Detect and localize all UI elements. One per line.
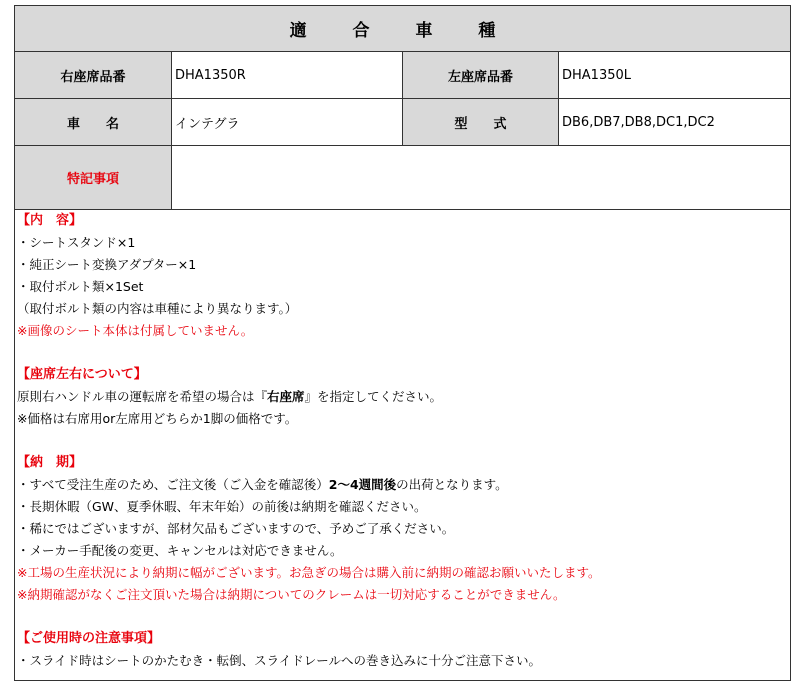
description-body bbox=[17, 210, 787, 672]
seat-side-heading: 【座席左右について】 bbox=[17, 367, 147, 382]
usage-heading: 【ご使用時の注意事項】 bbox=[17, 631, 161, 646]
table-row bbox=[15, 99, 790, 146]
delivery-warning: ※工場の生産状況により納期に幅がございます。お急ぎの場合は購入前に納期の確認お願いいたします。 bbox=[17, 565, 601, 580]
left-seat-label: 左座席品番 bbox=[402, 52, 558, 98]
table-row bbox=[15, 146, 790, 210]
delivery-warning: ※納期確認がなくご注文頂いた場合は納期についてのクレームは一切対応することができません。 bbox=[17, 587, 566, 602]
list-item: ・純正シート変換アダプター×1 bbox=[17, 257, 197, 272]
right-seat-label: 右座席品番 bbox=[15, 52, 171, 98]
table-row bbox=[15, 52, 790, 99]
car-name-label: 車 名 bbox=[15, 99, 171, 145]
notes-value bbox=[171, 146, 790, 209]
list-item: ・稀にではございますが、部材欠品もございますので、予めご了承ください。 bbox=[17, 521, 455, 536]
page-title: 適 合 車 種 bbox=[15, 6, 790, 52]
model-label: 型 式 bbox=[402, 99, 558, 145]
left-seat-value: DHA1350L bbox=[558, 52, 790, 98]
list-item: （取付ボルト類の内容は車種により異なります。） bbox=[17, 301, 298, 316]
contents-warning: ※画像のシート本体は付属していません。 bbox=[17, 323, 254, 338]
usage-line: ・スライド時はシートのかたむき・転倒、スライドレールへの巻き込みに十分ご注意下さい。 bbox=[17, 653, 542, 668]
price-note: ※価格は右席用or左席用どちらか1脚の価格です。 bbox=[17, 411, 298, 426]
delivery-line: ・すべて受注生産のため、ご注文後（ご入金を確認後）2～4週間後の出荷となります。 bbox=[17, 477, 508, 492]
list-item: ・取付ボルト類×1Set bbox=[17, 279, 144, 294]
delivery-heading: 【納 期】 bbox=[17, 455, 83, 470]
list-item: ・メーカー手配後の変更、キャンセルは対応できません。 bbox=[17, 543, 343, 558]
notes-label: 特記事項 bbox=[15, 146, 171, 209]
contents-heading: 【内 容】 bbox=[17, 213, 83, 228]
model-value: DB6,DB7,DB8,DC1,DC2 bbox=[558, 99, 790, 145]
list-item: ・シートスタンド×1 bbox=[17, 235, 136, 250]
car-name-value: インテグラ bbox=[171, 99, 402, 145]
list-item: ・長期休暇（GW、夏季休暇、年末年始）の前後は納期を確認ください。 bbox=[17, 499, 427, 514]
compatibility-sheet bbox=[14, 5, 791, 681]
right-seat-value: DHA1350R bbox=[171, 52, 402, 98]
seat-side-line: 原則右ハンドル車の運転席を希望の場合は『右座席』を指定してください。 bbox=[17, 389, 443, 404]
